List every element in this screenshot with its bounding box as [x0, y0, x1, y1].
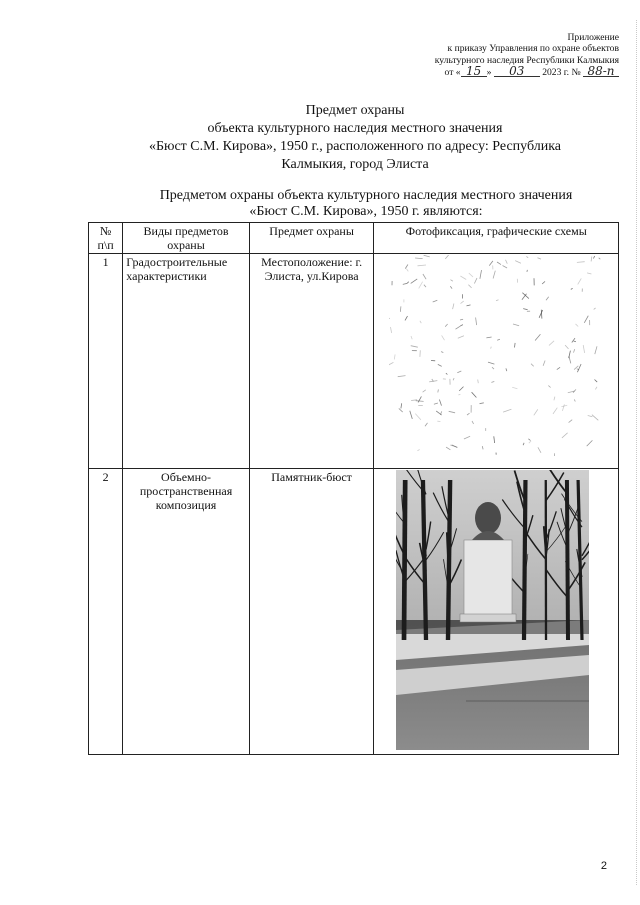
annex-number: 88-п [583, 66, 619, 77]
intro-text [130, 188, 602, 220]
annex-year: 2023 г. № [542, 66, 581, 78]
header-types: Виды предметов охраны [123, 223, 249, 254]
annex-date-line [435, 63, 619, 78]
annex-date-mid: » [486, 66, 492, 78]
table-header-row [89, 223, 619, 254]
annex-header [435, 32, 619, 78]
row-number: 2 [89, 469, 123, 755]
page-number: 2 [600, 860, 607, 872]
table-row [89, 469, 619, 755]
annex-day: 15 [461, 66, 487, 77]
annex-month: 03 [494, 66, 540, 77]
header-photo: Фотофиксация, графические схемы [374, 223, 619, 254]
annex-date-prefix: от « [444, 66, 461, 78]
row-type: Градостроительные характеристики [123, 254, 249, 469]
title-line-3: «Бюст С.М. Кирова», 1950 г., расположенного по адресу: Республика [148, 139, 562, 154]
intro-line-1: Предметом охраны объекта культурного наследия местного значения [159, 188, 573, 203]
monument-photo [374, 469, 619, 755]
title-line-2: объекта культурного наследия местного значения [207, 121, 503, 136]
intro-line-2: «Бюст С.М. Кирова», 1950 г. являются: [249, 204, 483, 219]
page-edge-border [635, 20, 637, 885]
annex-line-2: к приказу Управления по охране объектов [447, 43, 619, 55]
row-subject: Памятник-бюст [249, 469, 374, 755]
row-number: 1 [89, 254, 123, 469]
annex-line-1: Приложение [567, 32, 619, 43]
header-number: № п\п [89, 223, 123, 254]
monument-photo-image [396, 470, 589, 750]
row-subject: Местоположение: г. Элиста, ул.Кирова [249, 254, 374, 469]
protection-table [88, 222, 619, 755]
site-plan-map [374, 254, 619, 469]
title-line-1: Предмет охраны [305, 103, 405, 118]
header-subject: Предмет охраны [249, 223, 374, 254]
annex-line-3: культурного наследия Республики Калмыкия [434, 54, 619, 66]
title-line-4: Калмыкия, город Элиста [281, 157, 429, 172]
row-type: Объемно-пространственная композиция [123, 469, 249, 755]
site-plan-image [389, 255, 604, 461]
table-row [89, 254, 619, 469]
document-title [105, 102, 605, 174]
